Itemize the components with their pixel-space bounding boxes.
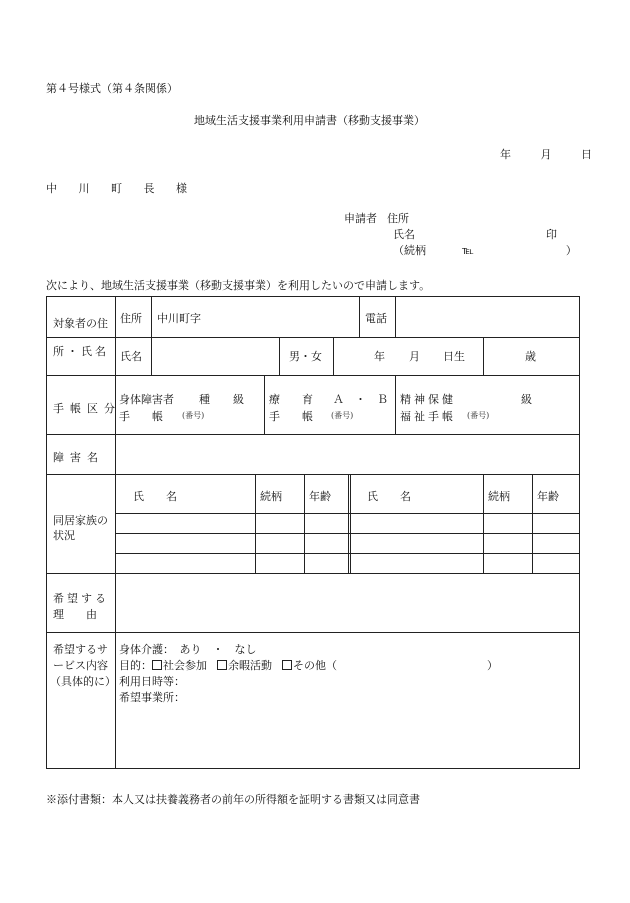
family-label-line2: 状況 bbox=[53, 529, 75, 542]
column-divider bbox=[359, 297, 360, 337]
subject-label-line2: 所・氏名 bbox=[53, 345, 109, 358]
applicant-label: 申請者 bbox=[344, 212, 377, 225]
address-value: 中川町字 bbox=[157, 312, 201, 325]
column-divider bbox=[115, 297, 116, 769]
grade-label: 級 bbox=[233, 393, 244, 406]
date-month: 月 bbox=[540, 148, 552, 161]
family-col-relation-left: 続柄 bbox=[260, 490, 282, 503]
mental-notebook-line1: 精神保健 bbox=[400, 393, 456, 406]
purpose-prefix: 目的： bbox=[119, 659, 152, 672]
purpose-leisure: 余暇活動 bbox=[228, 659, 272, 672]
physical-number-label: (番号) bbox=[182, 411, 205, 420]
checkbox-social[interactable] bbox=[152, 660, 162, 670]
applicant-name-line bbox=[393, 226, 557, 242]
date-line bbox=[500, 146, 592, 162]
purpose-close: ） bbox=[487, 659, 498, 672]
date-year: 年 bbox=[500, 148, 511, 161]
row-divider bbox=[47, 434, 579, 435]
birth-year: 年 bbox=[374, 350, 385, 363]
care-line: 身体介護： あり ・ なし bbox=[119, 643, 257, 656]
reason-label-line2: 理 由 bbox=[53, 608, 97, 621]
checkbox-other[interactable] bbox=[282, 660, 292, 670]
physical-notebook-line1: 身体障害者 bbox=[119, 393, 174, 406]
physical-notebook-line2: 手 帳 bbox=[119, 410, 163, 423]
ryoiku-notebook-line1: 療 育 bbox=[269, 393, 313, 406]
mental-notebook-line2: 福祉手帳 bbox=[400, 410, 456, 423]
service-label-line1: 希望するサ bbox=[53, 643, 108, 656]
column-divider bbox=[333, 337, 334, 375]
column-divider bbox=[255, 474, 256, 573]
tel-mark: ℡ bbox=[462, 244, 474, 257]
disability-label: 障害名 bbox=[53, 451, 104, 464]
date-day: 日 bbox=[581, 148, 592, 161]
relation-open: （続柄 bbox=[393, 244, 426, 257]
row-divider bbox=[47, 573, 579, 574]
form-number: 第４号様式（第４条関係） bbox=[46, 82, 178, 95]
subject-label-line1: 対象者の住 bbox=[53, 317, 108, 330]
seal-mark: 印 bbox=[546, 228, 557, 241]
birth-day: 日生 bbox=[443, 350, 465, 363]
row-divider bbox=[47, 632, 579, 633]
checkbox-leisure[interactable] bbox=[217, 660, 227, 670]
column-divider bbox=[395, 297, 396, 337]
ab-choice: Ａ ・ Ｂ bbox=[333, 393, 388, 406]
service-label-line3: （具体的に） bbox=[50, 675, 116, 688]
phone-label: 電話 bbox=[365, 312, 387, 325]
column-divider bbox=[279, 337, 280, 375]
datetime-line: 利用日時等： bbox=[119, 675, 185, 688]
intro-text: 次により、地域生活支援事業（移動支援事業）を利用したいので申請します。 bbox=[46, 279, 431, 292]
family-col-relation-right: 続柄 bbox=[488, 490, 510, 503]
ryoiku-number-label: (番号) bbox=[331, 411, 354, 420]
applicant-address-line bbox=[344, 210, 409, 226]
name-label: 氏名 bbox=[120, 350, 142, 363]
column-divider bbox=[483, 474, 484, 573]
purpose-other: その他（ bbox=[293, 659, 337, 672]
service-label-line2: ービス内容 bbox=[53, 659, 108, 672]
row-divider bbox=[115, 513, 579, 514]
mental-grade-label: 級 bbox=[521, 393, 532, 406]
address-label: 住所 bbox=[120, 312, 142, 325]
column-divider bbox=[348, 474, 351, 573]
notebook-label: 手帳区分 bbox=[53, 402, 121, 415]
column-divider bbox=[395, 375, 396, 434]
age-label: 歳 bbox=[525, 350, 536, 363]
mental-number-label: (番号) bbox=[467, 411, 490, 420]
birth-month: 月 bbox=[409, 350, 420, 363]
row-divider bbox=[115, 553, 579, 554]
application-table bbox=[46, 296, 580, 769]
row-divider bbox=[115, 533, 579, 534]
applicant-name-label: 氏名 bbox=[393, 228, 415, 241]
row-divider bbox=[47, 474, 579, 475]
purpose-line bbox=[119, 657, 498, 673]
column-divider bbox=[532, 474, 533, 573]
family-col-name-right: 氏 名 bbox=[367, 490, 411, 503]
family-label-line1: 同居家族の bbox=[53, 514, 108, 527]
provider-line: 希望事業所： bbox=[119, 691, 185, 704]
column-divider bbox=[483, 337, 484, 375]
ryoiku-notebook-line2: 手 帳 bbox=[269, 410, 313, 423]
column-divider bbox=[264, 375, 265, 434]
attachment-note: ※添付書類：本人又は扶養義務者の前年の所得額を証明する書類又は同意書 bbox=[46, 793, 420, 806]
family-col-age-left: 年齢 bbox=[309, 490, 331, 503]
reason-label-line1: 希望する bbox=[53, 592, 109, 605]
gender-choice: 男・女 bbox=[289, 350, 322, 363]
document-title: 地域生活支援事業利用申請書（移動支援事業） bbox=[194, 114, 425, 127]
relation-close: ） bbox=[565, 244, 577, 257]
column-divider bbox=[151, 297, 152, 337]
type-label: 種 bbox=[199, 393, 210, 406]
column-divider bbox=[304, 474, 305, 573]
applicant-relation-line bbox=[393, 242, 577, 258]
applicant-address-label: 住所 bbox=[387, 212, 409, 225]
addressee: 中 川 町 長 様 bbox=[46, 182, 196, 195]
purpose-social: 社会参加 bbox=[163, 659, 207, 672]
column-divider bbox=[151, 337, 152, 375]
family-col-age-right: 年齢 bbox=[537, 490, 559, 503]
row-divider bbox=[47, 375, 579, 376]
family-col-name-left: 氏 名 bbox=[133, 490, 177, 503]
row-divider bbox=[47, 337, 579, 338]
